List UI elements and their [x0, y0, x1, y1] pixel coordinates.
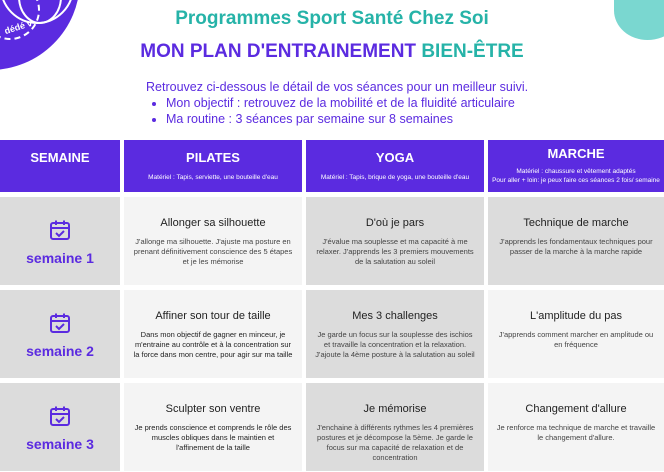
- session-title: Affiner son tour de taille: [155, 310, 271, 322]
- session-description: Je garde un focus sur la souplesse des ischios et travaille la concentration et la relaxation. J'ajoute la 4ème posture à la salutation au soleil: [315, 330, 475, 359]
- intro-block: [146, 79, 566, 127]
- session-title: Technique de marche: [523, 217, 629, 229]
- yoga-session-cell: [306, 383, 484, 471]
- pilates-session-cell: [124, 197, 302, 285]
- session-title: Changement d'allure: [525, 403, 627, 415]
- calendar-check-icon: [49, 312, 71, 339]
- session-title: D'où je pars: [365, 217, 425, 229]
- header-equipment-note: Matériel : chaussure et vêtement adaptés Pour aller + loin: je peux faire ces séances 2 fois/ semaine: [492, 168, 660, 184]
- marche-session-cell: [488, 383, 664, 471]
- week-label: semaine 1: [26, 250, 94, 266]
- header-marche: [488, 140, 664, 192]
- training-plan-table: [0, 140, 664, 471]
- yoga-session-cell: [306, 197, 484, 285]
- week-label: semaine 2: [26, 343, 94, 359]
- session-description: J'apprends comment marcher en amplitude ou en fréquence: [498, 330, 654, 349]
- header-semaine: [0, 140, 120, 192]
- header-equipment-note: Matériel : Tapis, serviette, une bouteille d'eau: [148, 174, 278, 181]
- calendar-check-icon: [49, 405, 71, 432]
- yoga-session-cell: [306, 290, 484, 378]
- header-label: MARCHE: [547, 146, 605, 161]
- header-label: YOGA: [375, 150, 415, 165]
- session-title: Je mémorise: [363, 403, 427, 415]
- intro-bullets: [146, 95, 566, 127]
- program-title: Programmes Sport Santé Chez Soi: [175, 8, 489, 29]
- header-pilates: [124, 140, 302, 192]
- session-description: J'allonge ma silhouette. J'ajuste ma posture en prenant définitivement conscience des 5 étapes et je les mémorise: [133, 237, 293, 266]
- header-equipment-note: Matériel : Tapis, brique de yoga, une bouteille d'eau: [320, 174, 470, 181]
- session-title: Sculpter son ventre: [165, 403, 261, 415]
- week-cell: [0, 383, 120, 471]
- session-description: Dans mon objectif de gagner en minceur, je m'entraine au contrôle et à la concentration sur la force dans mon centre, pour agir sur ma taille: [133, 330, 293, 359]
- calendar-check-icon: [49, 219, 71, 246]
- session-title: Allonger sa silhouette: [160, 217, 266, 229]
- header-label: SEMAINE: [30, 150, 90, 165]
- pilates-session-cell: [124, 383, 302, 471]
- plan-title-accent: BIEN-ÊTRE: [421, 41, 524, 62]
- session-description: J'enchaine à différents rythmes les 4 premières postures et je décompose la 5ème. Je garde le focus sur ma capacité de relaxation et de concentration: [316, 423, 474, 462]
- table-row: [0, 197, 664, 285]
- header-label: PILATES: [186, 150, 240, 165]
- session-description: J'apprends les fondamentaux techniques pour passer de la marche à la marche rapide: [499, 237, 653, 256]
- table-header-row: [0, 140, 664, 192]
- marche-session-cell: [488, 197, 664, 285]
- session-title: Mes 3 challenges: [352, 310, 438, 322]
- marche-session-cell: [488, 290, 664, 378]
- week-cell: [0, 197, 120, 285]
- brand-logo-text: dédé v: [3, 17, 34, 37]
- objective-bullet: • Mon objectif : retrouvez de la mobilité et de la fluidité articulaire: [166, 95, 566, 111]
- header-yoga: [306, 140, 484, 192]
- plan-title-main: MON PLAN D'ENTRAINEMENT: [140, 41, 417, 62]
- table-row: [0, 383, 664, 471]
- week-label: semaine 3: [26, 436, 94, 452]
- session-title: L'amplitude du pas: [530, 310, 622, 322]
- pilates-session-cell: [124, 290, 302, 378]
- routine-bullet: • Ma routine : 3 séances par semaine sur 8 semaines: [166, 111, 566, 127]
- session-description: J'évalue ma souplesse et ma capacité à me relaxer. J'apprends les 3 premiers mouvements de la salutation au soleil: [316, 237, 474, 266]
- week-cell: [0, 290, 120, 378]
- intro-text: Retrouvez ci-dessous le détail de vos séances pour un meilleur suivi.: [146, 80, 529, 94]
- table-row: [0, 290, 664, 378]
- session-description: Je renforce ma technique de marche et travaille le changement d'allure.: [496, 423, 656, 442]
- session-description: Je prends conscience et comprends le rôle des muscles obliques dans le maintien et l'affinement de la taille: [134, 423, 292, 452]
- plan-title: [0, 41, 664, 63]
